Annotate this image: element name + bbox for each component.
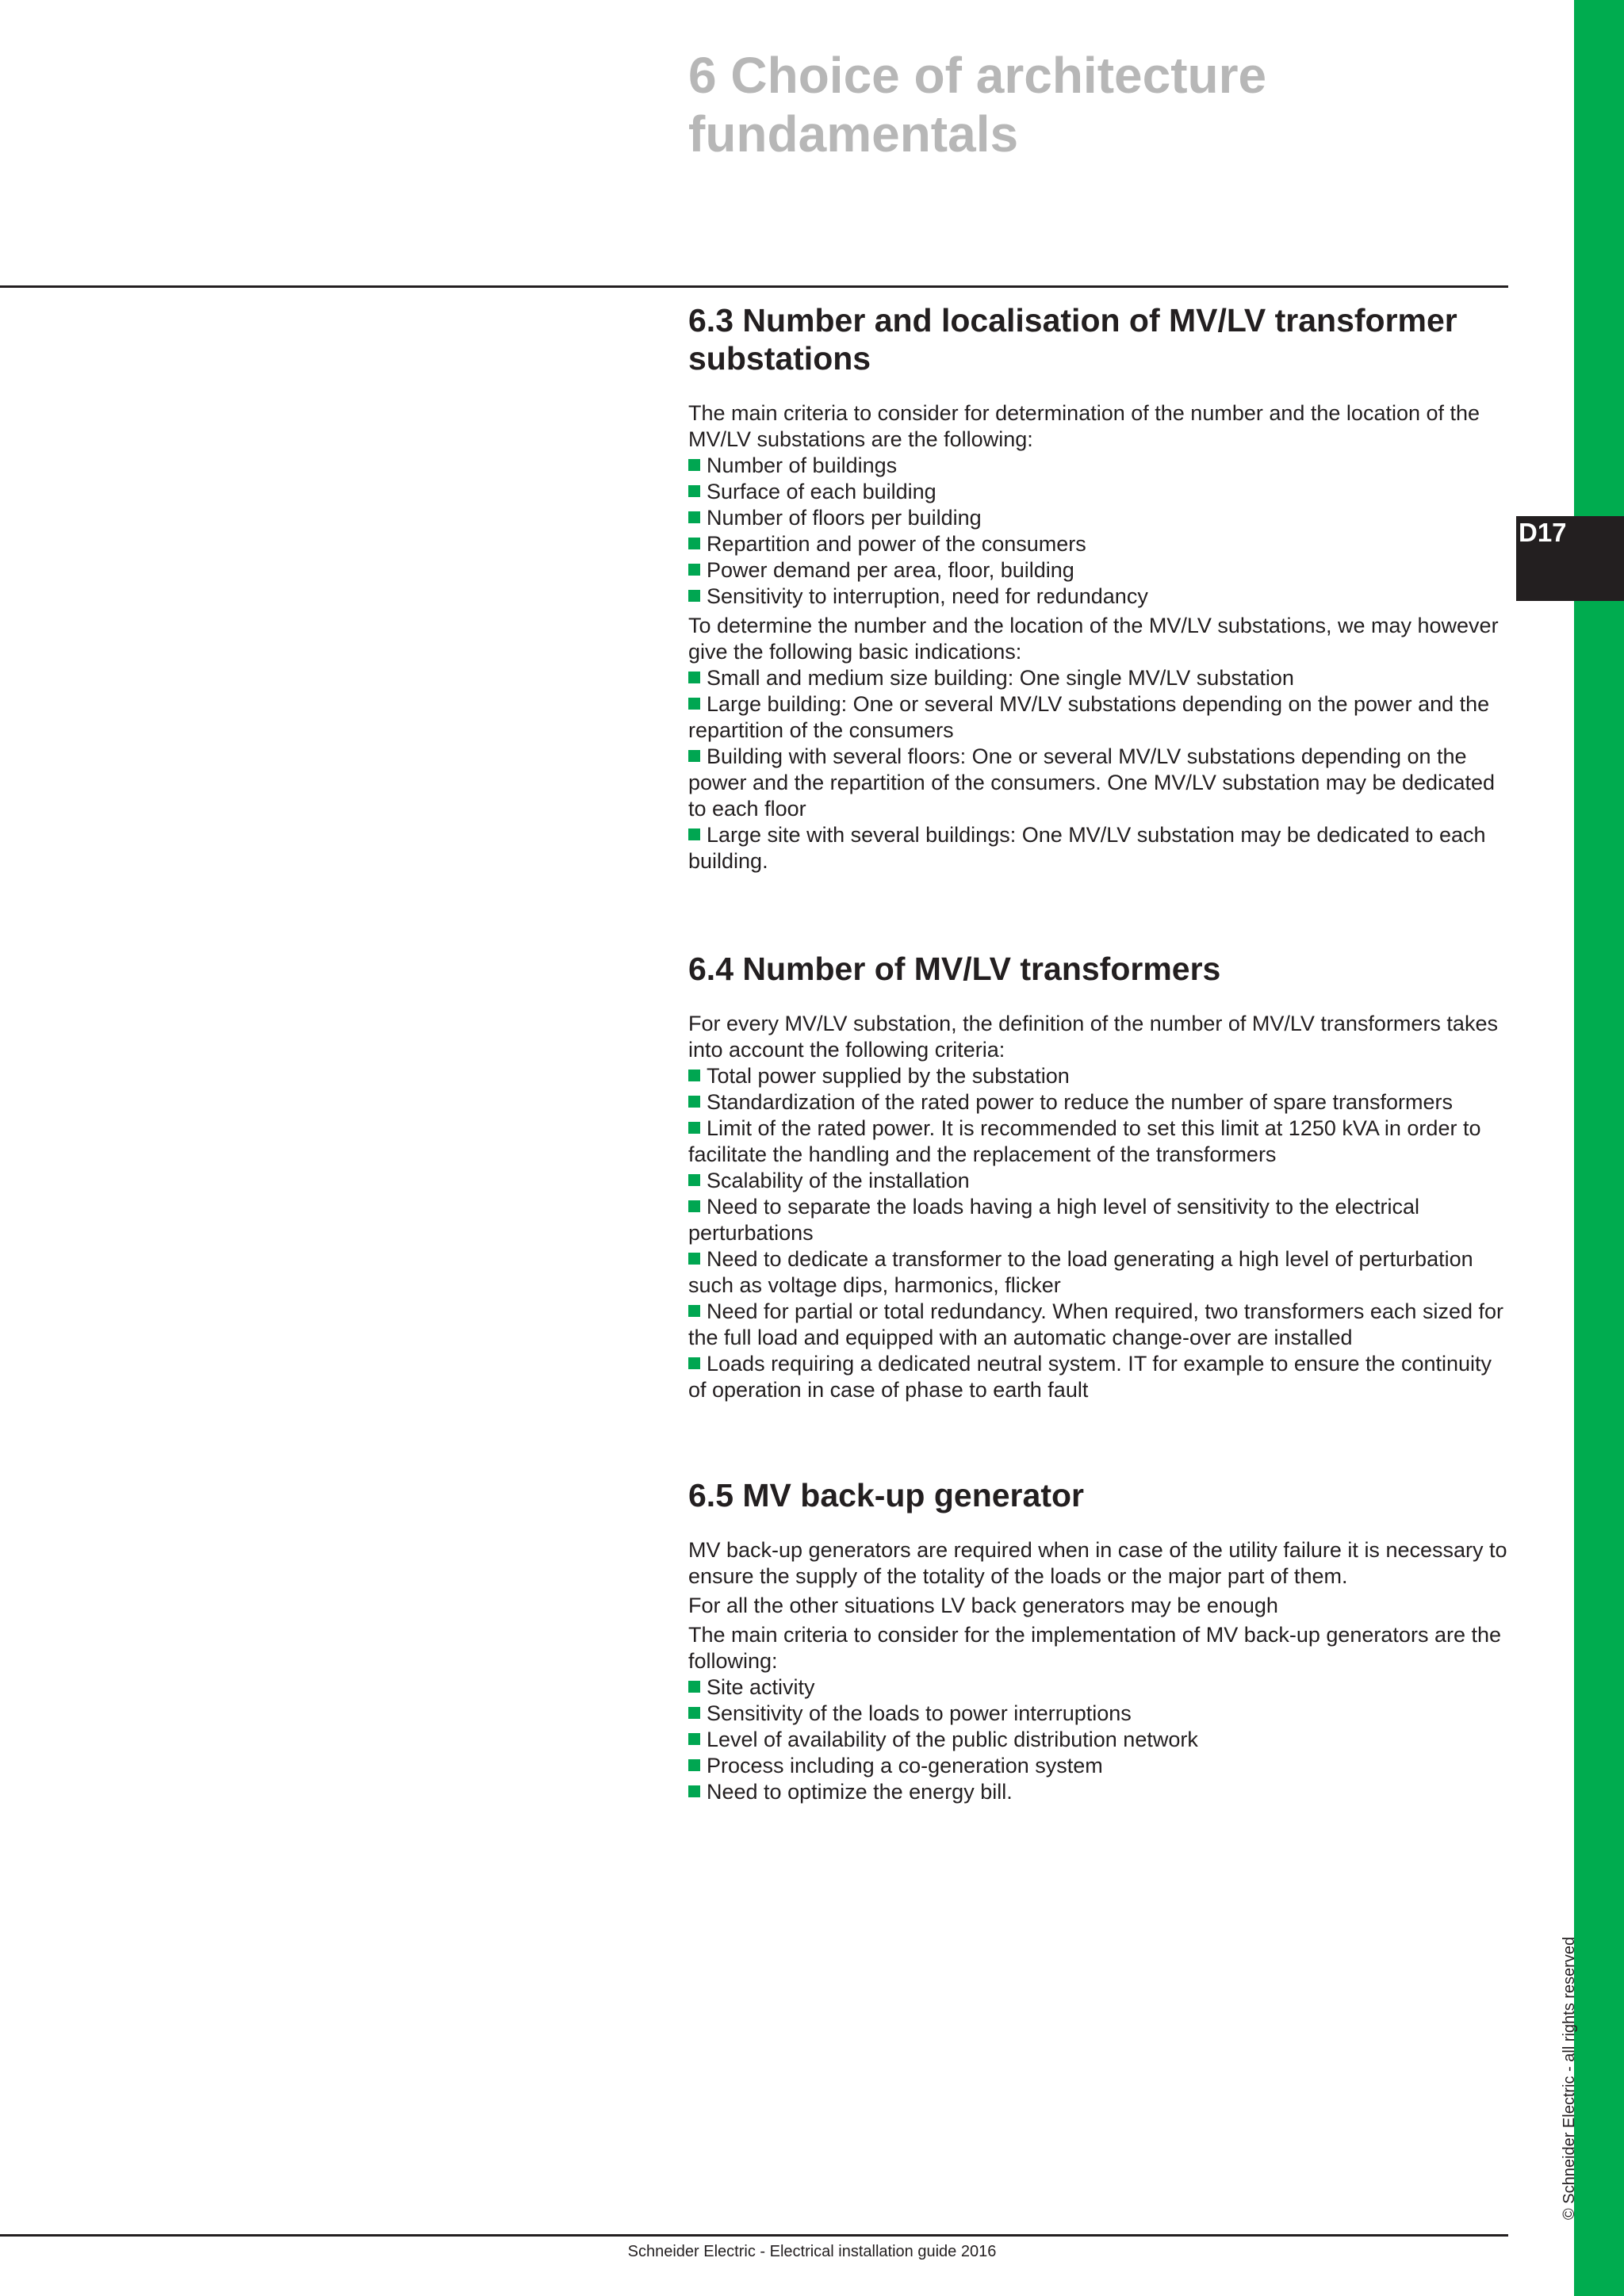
section-intro-2: To determine the number and the location of the MV/LV substations, we may however give the following basic indications: [688,614,1499,664]
list-item [688,691,1509,744]
bullet-square-icon [688,1681,700,1693]
list-item [688,557,1509,584]
list-item-text: Sensitivity of the loads to power interruptions [707,1701,1132,1725]
criteria-list [688,1063,1509,1403]
bullet-square-icon [688,672,700,683]
list-item [688,1674,1509,1701]
list-item [688,1779,1509,1805]
list-item [688,1194,1509,1246]
list-item-text: Repartition and power of the consumers [707,532,1086,556]
bullet-square-icon [688,1357,700,1369]
section-paragraph: The main criteria to consider for the implementation of MV back-up generators are the following: [688,1623,1501,1673]
list-item-text: Building with several floors: One or several MV/LV substations depending on the power and the repartition of the consumers. One MV/LV substation may be dedicated to each floor [688,744,1496,821]
bullet-square-icon [688,1305,700,1317]
list-item-text: Power demand per area, floor, building [707,558,1074,582]
section-intro: The main criteria to consider for determination of the number and the location of the MV/LV substations are the following: [688,401,1480,451]
bullet-square-icon [688,1122,700,1134]
list-item-text: Large building: One or several MV/LV substations depending on the power and the repartition of the consumers [688,692,1490,742]
bullet-square-icon [688,1733,700,1745]
list-item [688,1701,1509,1727]
list-item [688,665,1509,691]
bullet-square-icon [688,828,700,840]
list-item-text: Site activity [707,1675,815,1699]
bullet-square-icon [688,511,700,523]
list-item-text: Need to dedicate a transformer to the load generating a high level of perturbation such as voltage dips, harmonics, flicker [688,1247,1473,1297]
bullet-square-icon [688,1785,700,1797]
list-item [688,531,1509,557]
section-heading: 6.4 Number of MV/LV transformers [688,951,1221,987]
section-6-5 [688,1476,1509,1805]
criteria-list [688,453,1509,610]
section-paragraph: For all the other situations LV back generators may be enough [688,1594,1278,1617]
list-item [688,744,1509,822]
list-item [688,1168,1509,1194]
bullet-square-icon [688,1200,700,1212]
indications-list [688,665,1509,874]
footer-divider [0,2234,1508,2237]
list-item-text: Surface of each building [707,480,936,503]
list-item-text: Small and medium size building: One single MV/LV substation [707,666,1294,690]
bullet-square-icon [688,698,700,710]
list-item-text: Need to separate the loads having a high level of sensitivity to the electrical perturbations [688,1195,1420,1245]
section-heading: 6.3 Number and localisation of MV/LV transformer substations [688,302,1457,377]
list-item [688,1089,1509,1115]
bullet-square-icon [688,459,700,471]
page-footer: Schneider Electric - Electrical installation guide 2016 [627,2243,997,2260]
bullet-square-icon [688,485,700,497]
section-paragraph: MV back-up generators are required when in case of the utility failure it is necessary to ensure the supply of the totality of the loads or the major part of them. [688,1538,1507,1588]
section-6-4 [688,950,1509,1403]
list-item [688,1753,1509,1779]
chapter-title: 6 Choice of architecture fundamentals [688,47,1267,163]
list-item-text: Need for partial or total redundancy. When required, two transformers each sized for the full load and equipped with an automatic change-over are installed [688,1299,1503,1349]
list-item-text: Scalability of the installation [707,1169,970,1192]
list-item [688,822,1509,874]
bullet-square-icon [688,1253,700,1265]
copyright-notice: © Schneider Electric - all rights reserved [1561,1936,1578,2220]
side-color-bar [1574,0,1624,2296]
list-item [688,584,1509,610]
list-item [688,1063,1509,1089]
section-heading: 6.5 MV back-up generator [688,1477,1084,1513]
list-item-text: Process including a co-generation system [707,1754,1103,1777]
list-item [688,505,1509,531]
list-item-text: Number of buildings [707,453,898,477]
bullet-square-icon [688,1707,700,1719]
list-item [688,453,1509,479]
section-6-3 [688,301,1509,874]
list-item [688,1351,1509,1403]
list-item [688,479,1509,505]
list-item-text: Standardization of the rated power to reduce the number of spare transformers [707,1090,1454,1114]
bullet-square-icon [688,1174,700,1186]
page-number: D17 [1519,518,1567,547]
bullet-square-icon [688,1070,700,1081]
list-item-text: Large site with several buildings: One MV/LV substation may be dedicated to each building. [688,823,1486,873]
list-item [688,1299,1509,1351]
list-item-text: Sensitivity to interruption, need for redundancy [707,584,1148,608]
list-item-text: Need to optimize the energy bill. [707,1780,1013,1804]
page-number-tab [1516,516,1624,601]
bullet-square-icon [688,1096,700,1108]
bullet-square-icon [688,538,700,549]
header-divider [0,285,1508,288]
list-item-text: Number of floors per building [707,506,982,530]
bullet-square-icon [688,590,700,602]
list-item-text: Total power supplied by the substation [707,1064,1070,1088]
list-item-text: Level of availability of the public distribution network [707,1728,1198,1751]
bullet-square-icon [688,750,700,762]
list-item-text: Loads requiring a dedicated neutral system. IT for example to ensure the continuity of operation in case of phase to earth fault [688,1352,1492,1402]
bullet-square-icon [688,564,700,576]
criteria-list [688,1674,1509,1805]
list-item [688,1246,1509,1299]
bullet-square-icon [688,1759,700,1771]
list-item-text: Limit of the rated power. It is recommended to set this limit at 1250 kVA in order to facilitate the handling and the replacement of the transformers [688,1116,1481,1166]
section-intro: For every MV/LV substation, the definition of the number of MV/LV transformers takes into account the following criteria: [688,1012,1498,1062]
list-item [688,1727,1509,1753]
list-item [688,1115,1509,1168]
